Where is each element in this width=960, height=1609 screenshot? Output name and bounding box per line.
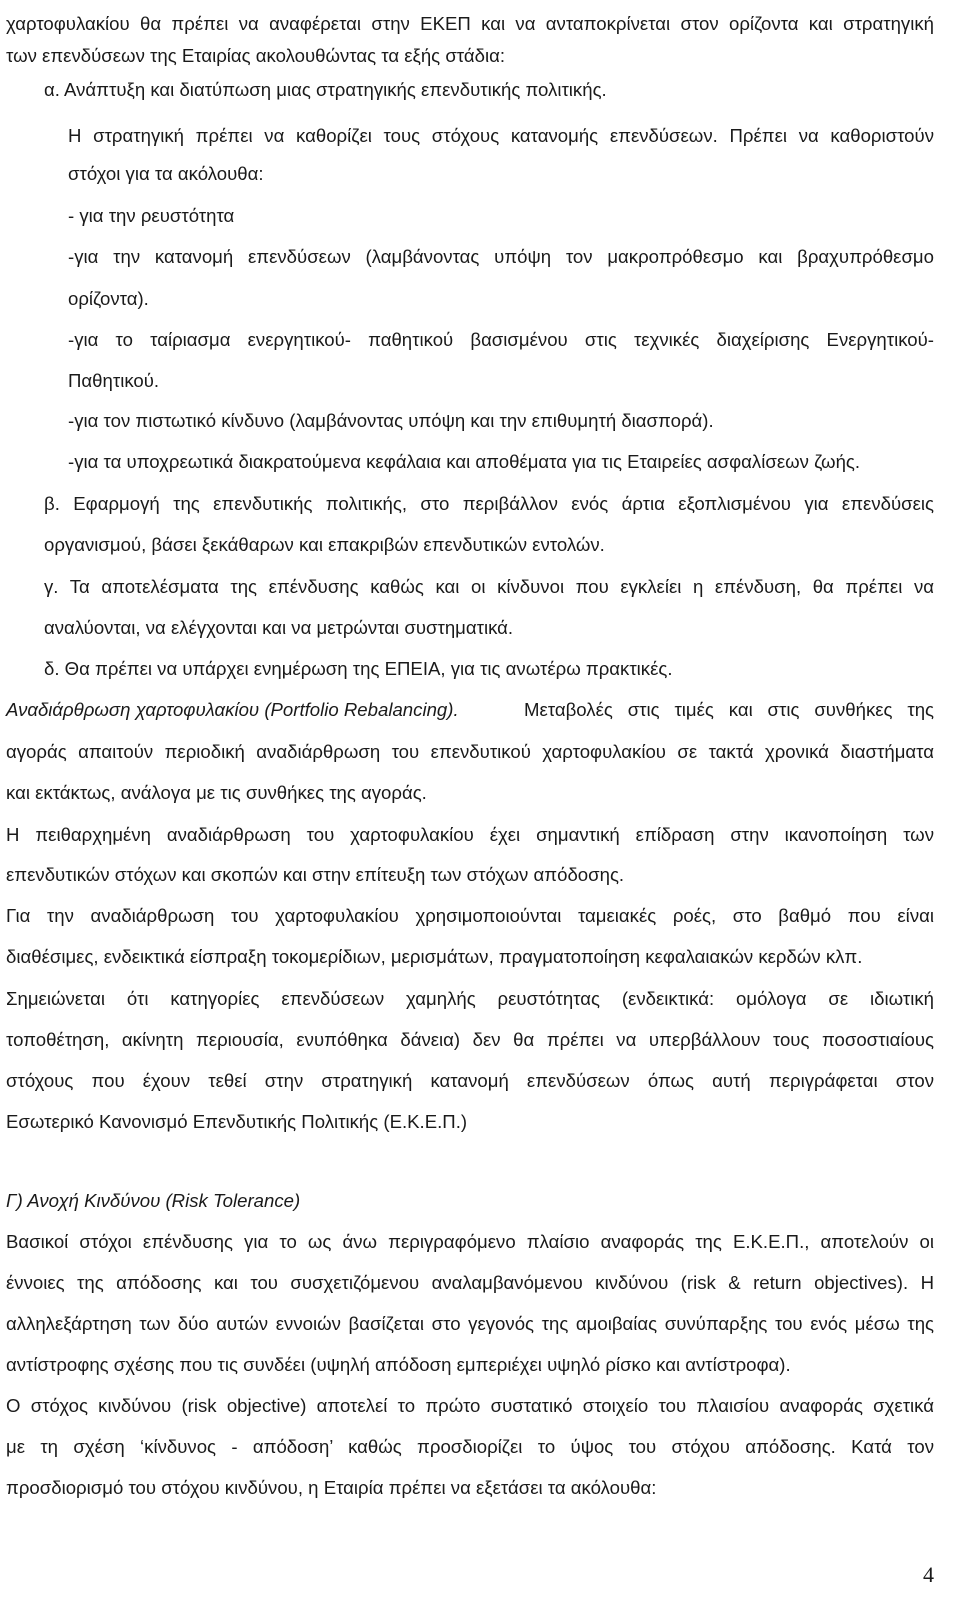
page-number: 4 <box>923 1562 934 1587</box>
list-item-d: δ. Θα πρέπει να υπάρχει ενημέρωση της ΕΠΕΙΑ, για τις ανωτέρω πρακτικές. <box>44 658 673 679</box>
text-line: επενδυτικών στόχων και σκοπών και στην επίτευξη των στόχων απόδοσης. <box>6 864 625 885</box>
text-line: ορίζοντα). <box>68 288 149 309</box>
text-line: -για τα υποχρεωτικά διακρατούμενα κεφάλαια και αποθέματα για τις Εταιρείες ασφαλίσεων ζωής. <box>68 451 861 472</box>
list-item-b: β. Εφαρμογή της επενδυτικής πολιτικής, στο περιβάλλον ενός άρτια εξοπλισμένου για επενδύσεις <box>44 493 934 514</box>
text-line: Ο στόχος κινδύνου (risk objective) αποτελεί το πρώτο συστατικό στοιχείο του πλαισίου αναφοράς σχετικά <box>6 1395 934 1416</box>
text-line: Για την αναδιάρθρωση του χαρτοφυλακίου χρησιμοποιούνται ταμειακές ροές, στο βαθμό που είναι <box>6 905 934 926</box>
text-line: οργανισμού, βάσει ξεκάθαρων και επακριβών επενδυτικών εντολών. <box>44 534 605 555</box>
text-line: των επενδύσεων της Εταιρίας ακολουθώντας τα εξής στάδια: <box>6 45 506 66</box>
text-line: προσδιορισμό του στόχου κινδύνου, η Εταιρία πρέπει να εξετάσει τα ακόλουθα: <box>6 1477 657 1498</box>
text-line: Η στρατηγική πρέπει να καθορίζει τους στόχους κατανομής επενδύσεων. Πρέπει να καθοριστούν <box>68 125 934 146</box>
text-line: Παθητικού. <box>68 370 160 391</box>
text-line: χαρτοφυλακίου θα πρέπει να αναφέρεται στην ΕΚΕΠ και να ανταποκρίνεται στον ορίζοντα και στρατηγική <box>6 13 934 34</box>
text-line: Μεταβολές στις τιμές και στις συνθήκες της <box>524 699 934 720</box>
text-line: αναλύονται, να ελέγχονται και να μετρώνται συστηματικά. <box>44 617 514 638</box>
text-line: έννοιες της απόδοσης και του συσχετιζόμενου αναλαμβανόμενου κινδύνου (risk & return objectives). Η <box>6 1272 934 1293</box>
text-line: διαθέσιμες, ενδεικτικά είσπραξη τοκομερίδιων, μερισμάτων, πραγματοποίηση κεφαλαιακών κερδών κλπ. <box>6 946 863 967</box>
text-line: Εσωτερικό Κανονισμό Επενδυτικής Πολιτικής (Ε.Κ.Ε.Π.) <box>6 1111 468 1132</box>
text-line: αγοράς απαιτούν περιοδική αναδιάρθρωση του επενδυτικού χαρτοφυλακίου σε τακτά χρονικά διαστήματα <box>6 741 934 762</box>
text-line: στόχοι για τα ακόλουθα: <box>68 163 264 184</box>
text-line: αλληλεξάρτηση των δύο αυτών εννοιών βασίζεται στο γεγονός της αμοιβαίας συνύπαρξης του ενός μέσω της <box>6 1313 934 1334</box>
text-line: -για το ταίριασμα ενεργητικού- παθητικού βασισμένου στις τεχνικές διαχείρισης Ενεργητικού- <box>68 329 934 350</box>
text-line: -για την κατανομή επενδύσεων (λαμβάνοντας υπόψη τον μακροπρόθεσμο και βραχυπρόθεσμο <box>68 246 934 267</box>
text-line: με τη σχέση ‘κίνδυνος - απόδοση’ καθώς προσδιορίζει το ύψος του στόχου απόδοσης. Κατά τον <box>6 1436 934 1457</box>
text-line: - για την ρευστότητα <box>68 205 235 226</box>
list-item-c: γ. Τα αποτελέσματα της επένδυσης καθώς και οι κίνδυνοι που εγκλείει η επένδυση, θα πρέπει να <box>44 576 934 597</box>
text-line: αντίστροφης σχέσης που τις συνδέει (υψηλή απόδοση εμπεριέχει υψηλό ρίσκο και αντίστροφα). <box>6 1354 791 1375</box>
section-heading-risk-tolerance: Γ) Ανοχή Κινδύνου (Risk Tolerance) <box>6 1190 301 1211</box>
text-line: στόχους που έχουν τεθεί στην στρατηγική κατανομή επενδύσεων όπως αυτή περιγράφεται στον <box>6 1070 934 1091</box>
text-line: Βασικοί στόχοι επένδυσης για το ως άνω περιγραφόμενο πλαίσιο αναφοράς της Ε.Κ.Ε.Π., αποτελούν οι <box>6 1231 934 1252</box>
text-line: Η πειθαρχημένη αναδιάρθρωση του χαρτοφυλακίου έχει σημαντική επίδραση στην ικανοποίηση των <box>6 824 934 845</box>
list-item-a: α. Ανάπτυξη και διατύπωση μιας στρατηγικής επενδυτικής πολιτικής. <box>44 79 607 100</box>
section-heading-rebalancing: Αναδιάρθρωση χαρτοφυλακίου (Portfolio Rebalancing). <box>6 699 459 720</box>
text-line: τοποθέτηση, ακίνητη περιουσία, ενυπόθηκα δάνεια) δεν θα πρέπει να υπερβάλλουν τους ποσοστιαίους <box>6 1029 934 1050</box>
text-line: Σημειώνεται ότι κατηγορίες επενδύσεων χαμηλής ρευστότητας (ενδεικτικά: ομόλογα σε ιδιωτική <box>6 988 934 1009</box>
text-line: και εκτάκτως, ανάλογα με τις συνθήκες της αγοράς. <box>6 782 427 803</box>
text-line: -για τον πιστωτικό κίνδυνο (λαμβάνοντας υπόψη και την επιθυμητή διασπορά). <box>68 410 714 431</box>
